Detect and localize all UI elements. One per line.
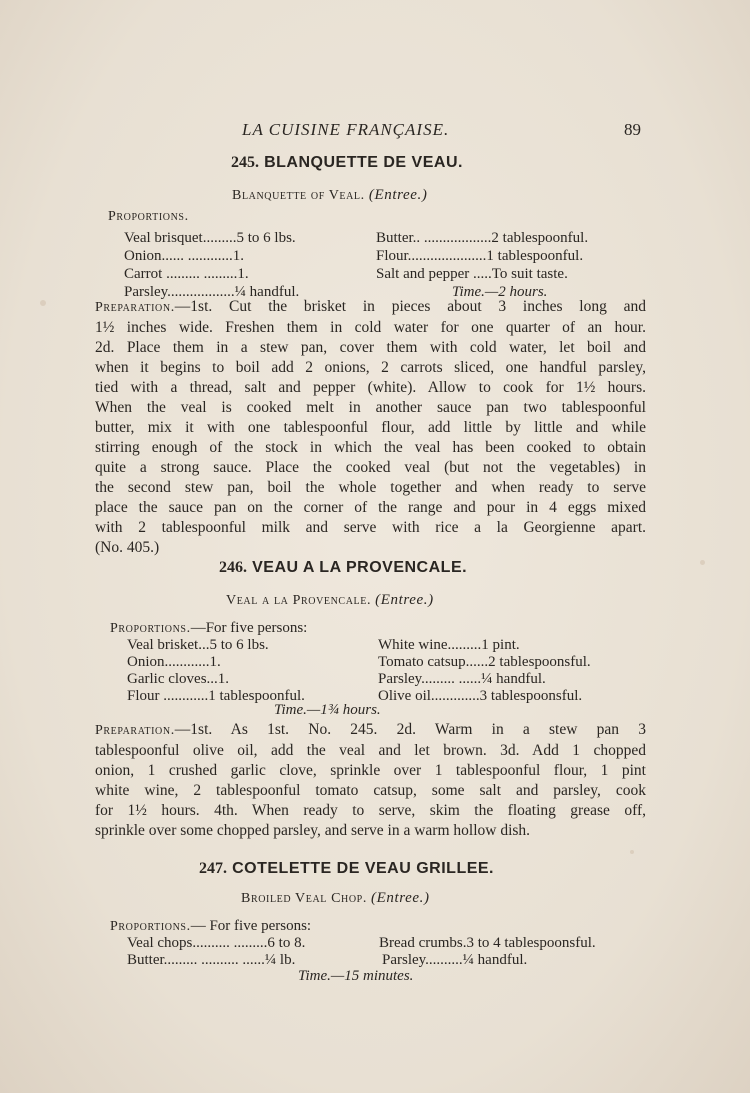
ingredient: Butter.. ..................2 tablespoonful. <box>376 230 589 246</box>
running-header: LA CUISINE FRANÇAISE. <box>242 120 450 139</box>
proportions-line <box>110 617 307 637</box>
recipe-number: 245. <box>231 154 259 171</box>
preparation-line: stirring enough of the stock in which the veal has been cooked to obtain <box>95 439 646 456</box>
preparation-line: the second stew pan, boil the whole together and when ready to serve <box>95 479 646 496</box>
ingredients-right <box>378 637 591 705</box>
preparation-line: —1st. Cut the brisket in pieces about 3 inches long and <box>174 298 646 315</box>
subtitle-tag: (Entree.) <box>371 890 430 906</box>
page-number: 89 <box>624 120 641 139</box>
ingredients-right <box>376 229 588 301</box>
ingredients-left <box>124 229 299 301</box>
recipe-subtitle <box>232 187 427 204</box>
recipe-time: Time.—15 minutes. <box>298 968 414 984</box>
ingredient: Carrot ......... .........1. <box>124 266 249 282</box>
recipe-time: Time.—2 hours. <box>452 284 548 300</box>
recipe-number: 246. <box>219 559 247 576</box>
preparation-line: (No. 405.) <box>95 539 160 556</box>
subtitle-tag: (Entree.) <box>368 187 428 203</box>
preparation-line: for 1½ hours. 4th. When ready to serve, skim the floating grease off, <box>95 802 646 819</box>
ingredient: White wine.........1 pint. <box>378 637 520 653</box>
recipe-heading <box>219 557 467 577</box>
ingredients-right <box>379 935 596 969</box>
preparation-label: Preparation. <box>95 300 175 315</box>
foxing-spot <box>630 850 634 854</box>
recipe-time: Time.—1¾ hours. <box>274 702 381 718</box>
ingredient: Onion............1. <box>127 654 221 670</box>
proportions-label: Proportions. <box>108 209 189 224</box>
proportions-suffix: — For five persons: <box>190 918 312 934</box>
ingredients-left <box>127 637 305 705</box>
ingredient: Flour.....................1 tablespoonful. <box>376 248 584 264</box>
preparation-line: 1½ inches wide. Freshen them in cold water for one quarter of an hour. <box>95 319 646 336</box>
ingredient: Veal brisket...5 to 6 lbs. <box>127 637 269 653</box>
ingredient: Bread crumbs.3 to 4 tablespoonsful. <box>379 935 596 951</box>
subtitle-text: Veal a la Provencale. <box>226 593 372 608</box>
ingredient: Parsley..........¼ handful. <box>382 952 528 968</box>
recipe-title: COTELETTE DE VEAU GRILLEE. <box>232 860 494 877</box>
ingredient: Olive oil.............3 tablespoonsful. <box>378 688 583 704</box>
ingredient: Veal brisquet.........5 to 6 lbs. <box>124 230 296 246</box>
preparation-line: quite a strong sauce. Place the cooked veal (but not the vegetables) in <box>95 459 646 476</box>
foxing-spot <box>40 300 46 306</box>
preparation-line: When the veal is cooked melt in another sauce pan two tablespoonful <box>95 399 646 416</box>
subtitle-tag: (Entree.) <box>375 592 434 608</box>
recipe-title: BLANQUETTE DE VEAU. <box>264 154 463 171</box>
preparation-paragraph <box>95 720 646 841</box>
subtitle-text: Broiled Veal Chop. <box>241 891 367 906</box>
preparation-line: with 2 tablespoonful milk and serve with rice a la Georgienne apart. <box>95 519 646 536</box>
preparation-line: onion, 1 crushed garlic clove, sprinkle over 1 tablespoonful flour, 1 pint <box>95 762 646 779</box>
preparation-line: 2d. Place them in a stew pan, cover them with cold water, let boil and <box>95 339 646 356</box>
preparation-line: butter, mix it with one tablespoonful flour, add little by little and while <box>95 419 646 436</box>
preparation-paragraph <box>95 297 646 558</box>
preparation-line: sprinkle over some chopped parsley, and serve in a warm hollow dish. <box>95 822 531 839</box>
recipe-subtitle <box>241 890 430 907</box>
foxing-spot <box>700 560 705 565</box>
ingredient: Onion...... ............1. <box>124 248 244 264</box>
preparation-line: when it begins to boil add 2 onions, 2 carrots sliced, one handful parsley, <box>95 359 646 376</box>
preparation-line: —1st. As 1st. No. 245. 2d. Warm in a stew pan 3 <box>174 721 646 738</box>
recipe-number: 247. <box>199 860 227 877</box>
preparation-line: tied with a thread, salt and pepper (white). Allow to cook for 1½ hours. <box>95 379 646 396</box>
ingredient: Butter......... .......... ......¼ lb. <box>127 952 296 968</box>
preparation-line: white wine, 2 tablespoonful tomato catsup, some salt and parsley, cook <box>95 782 646 799</box>
recipe-title: VEAU A LA PROVENCALE. <box>252 559 468 576</box>
recipe-subtitle <box>226 592 434 609</box>
proportions-label: Proportions. <box>110 621 191 636</box>
ingredient: Veal chops.......... .........6 to 8. <box>127 935 306 951</box>
recipe-heading <box>199 858 494 878</box>
ingredient: Tomato catsup......2 tablespoonsful. <box>378 654 591 670</box>
proportions-label: Proportions. <box>110 919 191 934</box>
proportions-suffix: —For five persons: <box>190 620 308 636</box>
preparation-line: place the sauce pan on the corner of the range and pour in 4 eggs mixed <box>95 499 646 516</box>
ingredient: Parsley......... ......¼ handful. <box>378 671 546 687</box>
ingredient: Flour ............1 tablespoonful. <box>127 688 305 704</box>
ingredient: Salt and pepper .....To suit taste. <box>376 266 568 282</box>
recipe-heading <box>231 152 463 172</box>
proportions-line <box>110 915 311 935</box>
preparation-label: Preparation. <box>95 723 175 738</box>
ingredients-left <box>127 935 305 969</box>
ingredient: Garlic cloves...1. <box>127 671 230 687</box>
preparation-line: tablespoonful olive oil, add the veal and let brown. 3d. Add 1 chopped <box>95 742 646 759</box>
subtitle-text: Blanquette of Veal. <box>232 188 365 203</box>
ingredient: Parsley..................¼ handful. <box>124 284 300 300</box>
